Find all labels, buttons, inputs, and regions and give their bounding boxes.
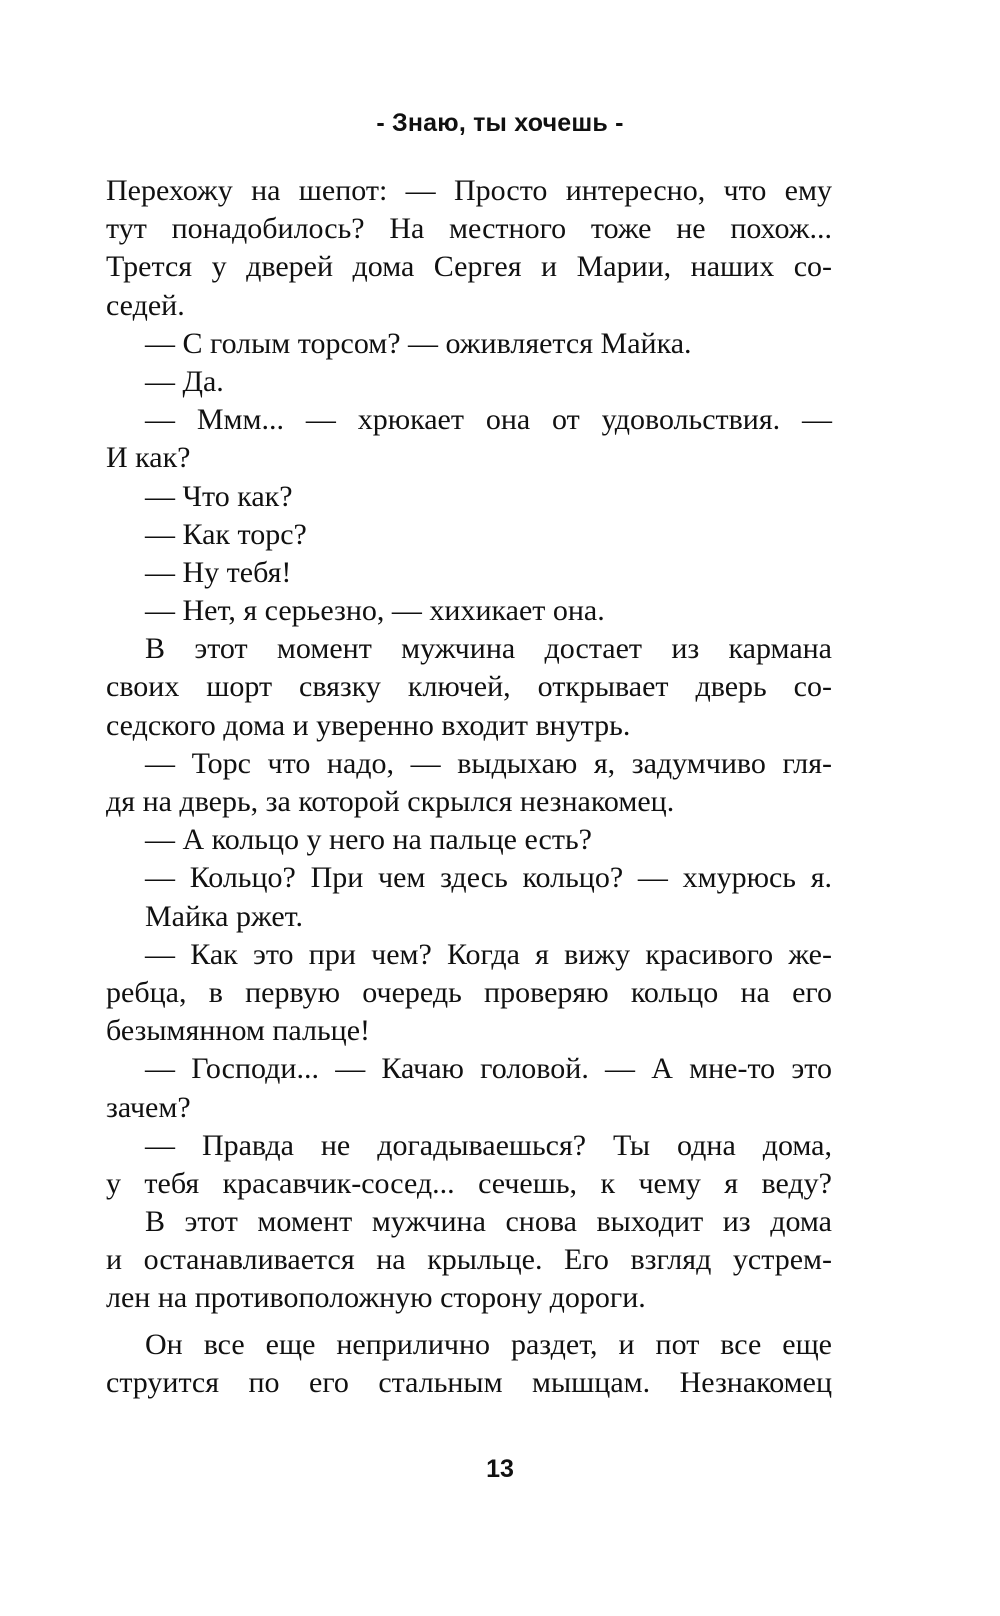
text-line: — Ну тебя!: [145, 555, 292, 589]
text-line: струится по его стальным мышцам. Незнакомец: [106, 1365, 832, 1399]
text-line: своих шорт связку ключей, открывает дверь со-: [106, 670, 832, 704]
body-text: [106, 172, 832, 1402]
text-line: — С голым торсом? — оживляется Майка.: [145, 326, 692, 360]
text-line: — Правда не догадываешься? Ты одна дома,: [145, 1128, 832, 1162]
text-line: безымянном пальце!: [106, 1014, 371, 1048]
text-line: — А кольцо у него на пальце есть?: [145, 823, 592, 857]
text-line: И как?: [106, 441, 191, 475]
text-line: — Господи... — Качаю головой. — А мне-то это: [145, 1052, 832, 1086]
text-line: — Что как?: [145, 479, 293, 513]
text-line: — Торс что надо, — выдыхаю я, задумчиво гля-: [145, 746, 832, 780]
page-number: 13: [486, 1455, 514, 1483]
text-line: седей.: [106, 288, 185, 322]
paragraph-gap: [106, 1318, 832, 1326]
text-line: зачем?: [106, 1090, 191, 1124]
text-line: лен на противоположную сторону дороги.: [106, 1281, 646, 1315]
text-line: седского дома и уверенно входит внутрь.: [106, 708, 631, 742]
text-line: ребца, в первую очередь проверяю кольцо на его: [106, 975, 832, 1009]
text-line: тут понадобилось? На местного тоже не похож...: [106, 212, 832, 246]
text-line: Он все еще неприлично раздет, и пот все еще: [145, 1327, 832, 1361]
text-line: у тебя красавчик-сосед... сечешь, к чему я веду?: [106, 1166, 832, 1200]
text-line: В этот момент мужчина достает из кармана: [145, 632, 832, 666]
text-line: Перехожу на шепот: — Просто интересно, что ему: [106, 174, 832, 207]
text-line: — Ммм... — хрюкает она от удовольствия. —: [145, 403, 832, 437]
text-line: В этот момент мужчина снова выходит из дома: [145, 1205, 832, 1239]
text-line: — Кольцо? При чем здесь кольцо? — хмурюсь я.: [145, 861, 832, 895]
text-line: — Как торс?: [145, 517, 307, 551]
text-line: — Нет, я серьезно, — хихикает она.: [145, 594, 605, 628]
text-line: дя на дверь, за которой скрылся незнакомец.: [106, 785, 675, 818]
running-head: - Знаю, ты хочешь -: [376, 109, 624, 137]
text-line: Майка ржет.: [145, 899, 303, 933]
text-line: — Как это при чем? Когда я вижу красивого же-: [145, 937, 832, 971]
text-line: и останавливается на крыльце. Его взгляд устрем-: [106, 1243, 832, 1277]
text-line: Трется у дверей дома Сергея и Марии, наших со-: [106, 250, 832, 284]
text-line: — Да.: [145, 364, 224, 398]
